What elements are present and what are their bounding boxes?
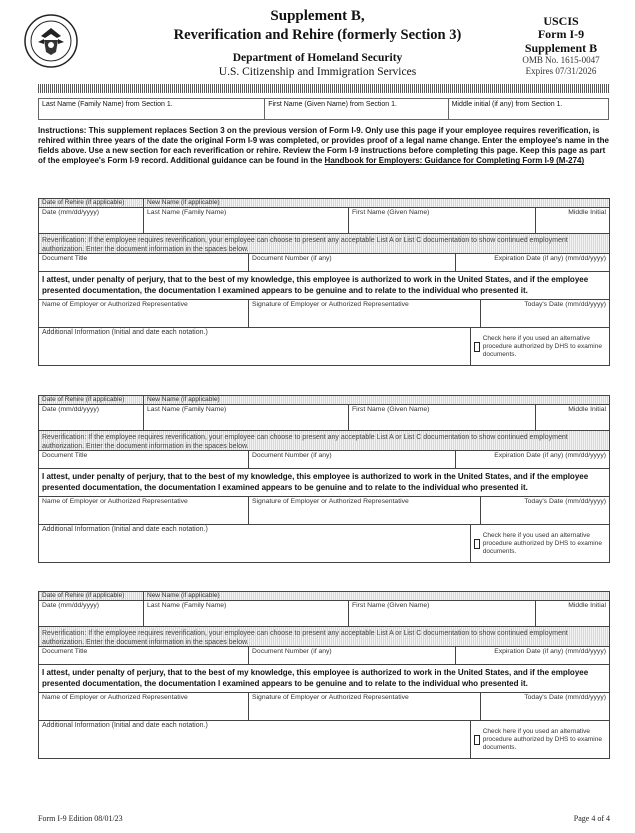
document-title-field[interactable]: Document Title: [39, 451, 249, 468]
section-header-row: [39, 199, 609, 208]
reverification-section-1: [38, 198, 610, 366]
section-header-row: [39, 396, 609, 405]
name-row: [39, 208, 609, 234]
new-name-label: New Name (if applicable): [147, 396, 220, 403]
expiration-date-field[interactable]: Expiration Date (if any) (mm/dd/yyyy): [494, 648, 606, 655]
signature-row: [39, 497, 609, 525]
date-rehire-label: Date of Rehire (if applicable): [39, 396, 144, 404]
footer-page: Page 4 of 4: [573, 814, 610, 823]
signature-field[interactable]: Signature of Employer or Authorized Representative: [249, 497, 481, 524]
todays-date-field[interactable]: Today's Date (mm/dd/yyyy): [524, 694, 606, 701]
agency-name: U.S. Citizenship and Immigration Services: [218, 66, 417, 78]
additional-info-field[interactable]: Additional Information (Initial and date each notation.): [39, 525, 471, 562]
new-first-name-field[interactable]: First Name (Given Name): [349, 208, 536, 233]
additional-info-field[interactable]: Additional Information (Initial and date each notation.): [39, 328, 471, 365]
new-last-name-field[interactable]: Last Name (Family Name): [144, 405, 349, 430]
name-row: [39, 405, 609, 431]
alternative-procedure-checkbox[interactable]: [474, 539, 480, 549]
omb-number: OMB No. 1615-0047: [522, 55, 600, 65]
expiration-date: Expires 07/31/2026: [525, 66, 597, 76]
additional-info-row: [39, 721, 609, 758]
reverification-section-2: [38, 395, 610, 563]
additional-info-row: [39, 525, 609, 562]
alternative-procedure-cell: [471, 721, 609, 758]
document-row: [39, 254, 609, 272]
signature-row: [39, 300, 609, 328]
document-title-field[interactable]: Document Title: [39, 254, 249, 271]
new-first-name-field[interactable]: First Name (Given Name): [349, 405, 536, 430]
date-rehire-label: Date of Rehire (if applicable): [39, 199, 144, 207]
alternative-procedure-cell: [471, 328, 609, 365]
document-number-field[interactable]: Document Number (if any): [249, 451, 456, 468]
new-name-label: New Name (if applicable): [147, 199, 220, 206]
new-name-label: New Name (if applicable): [147, 592, 220, 599]
middle-initial-field[interactable]: Middle initial (if any) from Section 1.: [451, 101, 563, 108]
alternative-procedure-label: Check here if you used an alternative procedure authorized by DHS to examine documents.: [482, 727, 602, 751]
alternative-procedure-label: Check here if you used an alternative procedure authorized by DHS to examine documents.: [482, 334, 602, 358]
alternative-procedure-checkbox[interactable]: [474, 342, 480, 352]
signature-row: [39, 693, 609, 721]
additional-info-row: [39, 328, 609, 365]
alternative-procedure-label: Check here if you used an alternative procedure authorized by DHS to examine documents.: [482, 531, 602, 555]
new-last-name-field[interactable]: Last Name (Family Name): [144, 601, 349, 626]
header-divider: [38, 84, 609, 93]
handbook-link[interactable]: Handbook for Employers: Guidance for Completing Form I-9 (M-274): [324, 156, 585, 166]
name-row: [39, 601, 609, 627]
signature-field[interactable]: Signature of Employer or Authorized Representative: [249, 693, 481, 720]
todays-date-field[interactable]: Today's Date (mm/dd/yyyy): [524, 498, 606, 505]
todays-date-field[interactable]: Today's Date (mm/dd/yyyy): [524, 301, 606, 308]
document-title-field[interactable]: Document Title: [39, 647, 249, 664]
new-middle-initial-field[interactable]: Middle Initial: [568, 209, 606, 216]
employer-name-field[interactable]: Name of Employer or Authorized Representative: [39, 693, 249, 720]
employer-name-field[interactable]: Name of Employer or Authorized Representative: [39, 497, 249, 524]
department-name: Department of Homeland Security: [232, 52, 403, 64]
rehire-date-field[interactable]: Date (mm/dd/yyyy): [39, 601, 144, 626]
document-row: [39, 451, 609, 469]
document-number-field[interactable]: Document Number (if any): [249, 647, 456, 664]
additional-info-field[interactable]: Additional Information (Initial and date each notation.): [39, 721, 471, 758]
instructions: Instructions: This supplement replaces Section 3 on the previous version of Form I-9. Only use this page if your employee requires reverification, is rehired within three years of the date the original Form I-9 was completed, or provides proof of a legal name change. Enter the employee's name in the fields above. Use a new section for each reverification or rehire. Review the Form I-9 instructions before completing this page. Keep this page as part of the employee's Form I-9 record. Additional guidance can be found in the Handbook for Employers: Guidance for Completing Form I-9 (M-274): [38, 126, 609, 166]
date-rehire-label: Date of Rehire (if applicable): [39, 592, 144, 600]
reverification-note: Reverification: If the employee requires reverification, your employee can choose to present any acceptable List A or List C documentation to show continued employment authorization. Enter the document information in the spaces below.: [39, 431, 609, 451]
agency-code: USCIS: [543, 14, 579, 28]
reverification-note: Reverification: If the employee requires reverification, your employee can choose to present any acceptable List A or List C documentation to show continued employment authorization. Enter the document information in the spaces below.: [39, 627, 609, 647]
alternative-procedure-cell: [471, 525, 609, 562]
reverification-note: Reverification: If the employee requires reverification, your employee can choose to present any acceptable List A or List C documentation to show continued employment authorization. Enter the document information in the spaces below.: [39, 234, 609, 254]
signature-field[interactable]: Signature of Employer or Authorized Representative: [249, 300, 481, 327]
employee-name-row: [38, 98, 609, 120]
attestation-text: I attest, under penalty of perjury, that to the best of my knowledge, this employee is authorized to work in the United States, and if the employee presented documentation, the documentation I examined appears to be genuine and to relate to the individual who presented it.: [39, 272, 609, 300]
expiration-date-field[interactable]: Expiration Date (if any) (mm/dd/yyyy): [494, 452, 606, 459]
last-name-field[interactable]: Last Name (Family Name) from Section 1.: [39, 99, 265, 119]
section-header-row: [39, 592, 609, 601]
expiration-date-field[interactable]: Expiration Date (if any) (mm/dd/yyyy): [494, 255, 606, 262]
rehire-date-field[interactable]: Date (mm/dd/yyyy): [39, 405, 144, 430]
footer-edition: Form I-9 Edition 08/01/23: [38, 814, 123, 823]
new-last-name-field[interactable]: Last Name (Family Name): [144, 208, 349, 233]
first-name-field[interactable]: First Name (Given Name) from Section 1.: [265, 99, 448, 119]
reverification-section-3: [38, 591, 610, 759]
new-first-name-field[interactable]: First Name (Given Name): [349, 601, 536, 626]
attestation-text: I attest, under penalty of perjury, that to the best of my knowledge, this employee is authorized to work in the United States, and if the employee presented documentation, the documentation I examined appears to be genuine and to relate to the individual who presented it.: [39, 665, 609, 693]
document-row: [39, 647, 609, 665]
page-subtitle: Reverification and Rehire (formerly Section 3): [173, 27, 462, 43]
form-number: Form I-9: [537, 27, 585, 41]
new-middle-initial-field[interactable]: Middle Initial: [568, 406, 606, 413]
supplement-label: Supplement B: [524, 41, 598, 55]
alternative-procedure-checkbox[interactable]: [474, 735, 480, 745]
page-title: Supplement B,: [270, 8, 365, 24]
employer-name-field[interactable]: Name of Employer or Authorized Representative: [39, 300, 249, 327]
new-middle-initial-field[interactable]: Middle Initial: [568, 602, 606, 609]
document-number-field[interactable]: Document Number (if any): [249, 254, 456, 271]
rehire-date-field[interactable]: Date (mm/dd/yyyy): [39, 208, 144, 233]
attestation-text: I attest, under penalty of perjury, that to the best of my knowledge, this employee is authorized to work in the United States, and if the employee presented documentation, the documentation I examined appears to be genuine and to relate to the individual who presented it.: [39, 469, 609, 497]
